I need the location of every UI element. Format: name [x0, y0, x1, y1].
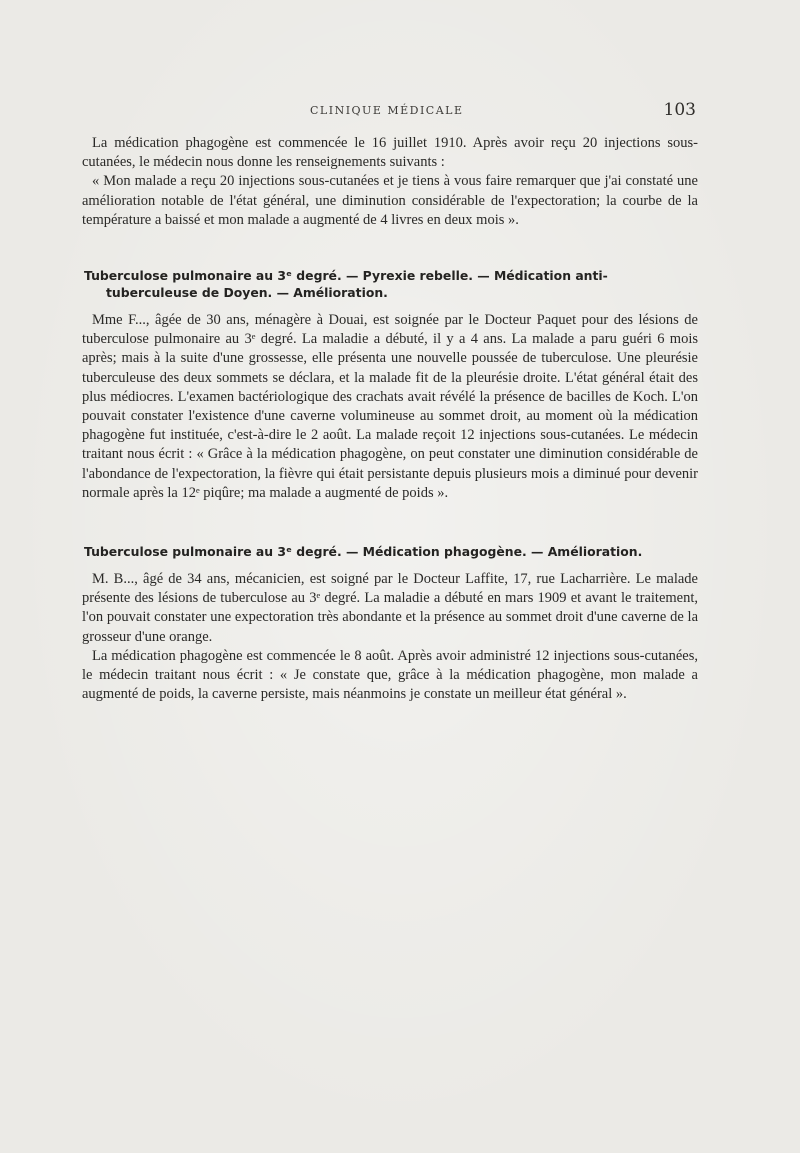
case1-heading-line2: tuberculeuse de Doyen. — Amélioration.: [106, 285, 388, 301]
spacer: [82, 503, 698, 543]
page-header: [84, 100, 696, 122]
intro-paragraph-1: La médication phagogène est commencée le 16 juillet 1910. Après avoir reçu 20 injections sous-cutanées, le médecin nous donne les renseignements suivants :: [82, 135, 698, 171]
case2-paragraph-1: M. B..., âgé de 34 ans, mécanicien, est soigné par le Docteur Laffite, 17, rue Lacharrière. Le malade présente des lésions de tuberculose au 3ᵉ degré. La maladie a débuté en mars 1909 et avant le traitement, l'on pouvait constater une expectoration très abondante et la présence au sommet droit d'une caverne de la grosseur d'une orange.: [82, 571, 698, 645]
spacer: [82, 560, 698, 570]
case1-paragraph: Mme F..., âgée de 30 ans, ménagère à Douai, est soignée par le Docteur Paquet pour des lésions de tuberculose pulmonaire au 3ᵉ degré. La maladie a débuté, il y a 4 ans. La malade a paru guéri 6 mois après; mais à la suite d'une grossesse, elle présenta une nouvelle poussée de tuberculose. Une pleurésie tuberculeuse des deux sommets se déclara, et la malade fit de la pleurésie droite. L'état général était des plus médiocres. L'examen bactériologique des crachats avait révélé la présence de bacilles de Koch. L'on pouvait constater l'existence d'une caverne volumineuse au sommet droit, au moment où la médication phagogène fut instituée, c'est-à-dire le 2 août. La malade reçoit 12 injections sous-cutanées. Le médecin traitant nous écrit : « Grâce à la médication phagogène, on peut constater une diminution considérable de l'abondance de l'expectoration, la fièvre qui était persistante depuis plusieurs mois a diminué pour devenir normale après la 12ᵉ piqûre; ma malade a augmenté de poids ».: [82, 312, 698, 501]
case1-heading: [82, 267, 698, 301]
running-head: CLINIQUE MÉDICALE: [310, 104, 464, 117]
spacer: [82, 230, 698, 267]
spacer: [82, 301, 698, 311]
intro-paragraph-2: « Mon malade a reçu 20 injections sous-cutanées et je tiens à vous faire remarquer que j'ai constaté une amélioration notable de l'état général, une diminution considérable de l'expectoration; la courbe de la température a baissé et mon malade a augmenté de 4 livres en deux mois ».: [82, 173, 698, 228]
case2-paragraph-2: La médication phagogène est commencée le 8 août. Après avoir administré 12 injections sous-cutanées, le médecin traitant nous écrit : « Je constate que, grâce à la médication phagogène, mon malade a augmenté de poids, la caverne persiste, mais néanmoins je constate un meilleur état général ».: [82, 647, 698, 703]
case1-heading-line1: Tuberculose pulmonaire au 3ᵉ degré. — Pyrexie rebelle. — Médication anti-: [84, 268, 608, 284]
body-text: [82, 134, 698, 704]
case2-heading: Tuberculose pulmonaire au 3ᵉ degré. — Médication phagogène. — Amélioration.: [84, 544, 643, 560]
page-number: 103: [663, 100, 696, 120]
